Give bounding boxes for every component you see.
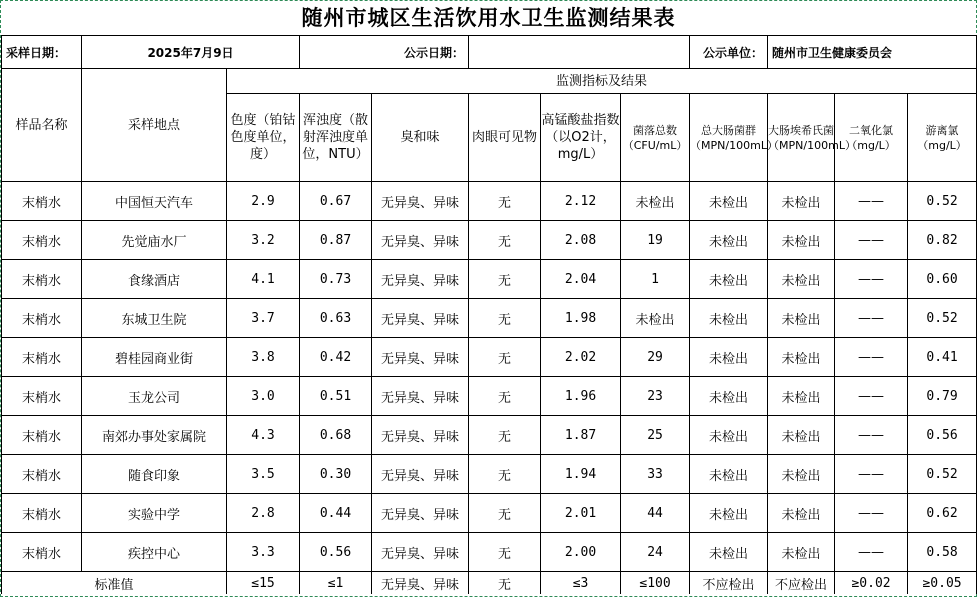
table-cell: 未检出	[690, 299, 768, 338]
table-row	[2, 455, 977, 494]
table-cell: 无异臭、异味	[372, 221, 469, 260]
table-cell: 1.96	[541, 377, 621, 416]
table-cell: 未检出	[690, 260, 768, 299]
table-cell: 3.2	[227, 221, 300, 260]
table-row	[2, 299, 977, 338]
table-cell: 疾控中心	[82, 533, 227, 572]
table-cell: 0.60	[908, 260, 977, 299]
table-cell: 0.68	[300, 416, 372, 455]
table-cell: 未检出	[768, 533, 835, 572]
table-row	[2, 338, 977, 377]
table-cell: 随食印象	[82, 455, 227, 494]
table-cell: 未检出	[768, 260, 835, 299]
header-group: 监测指标及结果	[227, 69, 977, 94]
table-cell: 0.56	[300, 533, 372, 572]
table-cell: 实验中学	[82, 494, 227, 533]
table-cell: 无异臭、异味	[372, 377, 469, 416]
table-cell: 无	[469, 377, 541, 416]
standard-cell: ≥0.05	[908, 572, 977, 595]
table-cell: 未检出	[690, 338, 768, 377]
table-cell: 3.5	[227, 455, 300, 494]
table-cell: 44	[621, 494, 690, 533]
table-cell: 未检出	[768, 338, 835, 377]
table-cell: 1.87	[541, 416, 621, 455]
table-cell: 19	[621, 221, 690, 260]
table-cell: 未检出	[621, 299, 690, 338]
standard-label: 标准值	[2, 572, 227, 595]
table-row	[2, 533, 977, 572]
table-cell: 无异臭、异味	[372, 338, 469, 377]
table-cell: 未检出	[768, 377, 835, 416]
table-cell: 无异臭、异味	[372, 416, 469, 455]
table-cell: 3.3	[227, 533, 300, 572]
table-cell: 食缘酒店	[82, 260, 227, 299]
header-col-chroma: 色度（铂钴色度单位，度）	[227, 94, 300, 182]
table-cell: 0.56	[908, 416, 977, 455]
header-col-permanganate: 高锰酸盐指数（以O2计，mg/L）	[541, 94, 621, 182]
table-cell: ——	[835, 182, 908, 221]
table-cell: ——	[835, 299, 908, 338]
table-cell: 0.52	[908, 455, 977, 494]
table-row	[2, 221, 977, 260]
table-cell: 未检出	[768, 299, 835, 338]
standard-cell: ≥0.02	[835, 572, 908, 595]
table-cell: 未检出	[690, 182, 768, 221]
table-cell: 末梢水	[2, 494, 82, 533]
table-cell: 无	[469, 455, 541, 494]
table-cell: 碧桂园商业街	[82, 338, 227, 377]
header-col-odor: 臭和味	[372, 94, 469, 182]
table-cell: 3.0	[227, 377, 300, 416]
table-cell: 无	[469, 182, 541, 221]
table-cell: ——	[835, 416, 908, 455]
table-cell: 无	[469, 533, 541, 572]
standard-cell: 无异臭、异味	[372, 572, 469, 595]
standard-cell: ≤15	[227, 572, 300, 595]
table-cell: 中国恒天汽车	[82, 182, 227, 221]
publish-unit-value: 随州市卫生健康委员会	[768, 36, 977, 69]
table-cell: 2.02	[541, 338, 621, 377]
data-rows	[2, 182, 977, 572]
table-cell: 0.52	[908, 182, 977, 221]
standard-cell: 无	[469, 572, 541, 595]
table-cell: 东城卫生院	[82, 299, 227, 338]
table-cell: 25	[621, 416, 690, 455]
header-location: 采样地点	[82, 69, 227, 182]
table-cell: 2.08	[541, 221, 621, 260]
table-cell: 0.52	[908, 299, 977, 338]
table-cell: ——	[835, 338, 908, 377]
table-cell: ——	[835, 455, 908, 494]
table-cell: 0.58	[908, 533, 977, 572]
table-cell: 无异臭、异味	[372, 182, 469, 221]
table-cell: 2.01	[541, 494, 621, 533]
table-cell: 4.1	[227, 260, 300, 299]
table-row	[2, 260, 977, 299]
table-cell: 4.3	[227, 416, 300, 455]
table-cell: 末梢水	[2, 338, 82, 377]
table-cell: 1.98	[541, 299, 621, 338]
table-cell: 末梢水	[2, 260, 82, 299]
table-cell: 2.00	[541, 533, 621, 572]
table-cell: 0.63	[300, 299, 372, 338]
sample-date-label: 采样日期：	[2, 36, 82, 69]
table-cell: 0.87	[300, 221, 372, 260]
table-cell: 末梢水	[2, 299, 82, 338]
table-cell: ——	[835, 377, 908, 416]
table-row	[2, 416, 977, 455]
table-cell: 无	[469, 260, 541, 299]
table-cell: ——	[835, 494, 908, 533]
publish-date-label: 公示日期：	[300, 36, 469, 69]
standard-cell: ≤1	[300, 572, 372, 595]
table-cell: 未检出	[768, 182, 835, 221]
standard-row	[2, 572, 977, 595]
table-cell: 无异臭、异味	[372, 533, 469, 572]
header-col-colony-count: 菌落总数（CFU/mL）	[621, 94, 690, 182]
table-cell: 33	[621, 455, 690, 494]
table-cell: 未检出	[690, 221, 768, 260]
table-cell: 2.8	[227, 494, 300, 533]
report-title: 随州市城区生活饮用水卫生监测结果表	[301, 5, 676, 30]
table-cell: 未检出	[768, 416, 835, 455]
table-cell: 无	[469, 221, 541, 260]
table-cell: 0.41	[908, 338, 977, 377]
table-row	[2, 494, 977, 533]
standard-cell: ≤100	[621, 572, 690, 595]
table-cell: 23	[621, 377, 690, 416]
table-row	[2, 377, 977, 416]
table-cell: 南郊办事处家属院	[82, 416, 227, 455]
header-sample-name: 样品名称	[2, 69, 82, 182]
sample-date-value: 2025年7月9日	[82, 36, 300, 69]
table-cell: 0.44	[300, 494, 372, 533]
standard-cell: 不应检出	[768, 572, 835, 595]
table-cell: 1	[621, 260, 690, 299]
table-cell: 未检出	[690, 377, 768, 416]
table-cell: 未检出	[621, 182, 690, 221]
table-cell: 0.42	[300, 338, 372, 377]
table-cell: 3.8	[227, 338, 300, 377]
table-cell: 无	[469, 299, 541, 338]
header-col-visible-matter: 肉眼可见物	[469, 94, 541, 182]
table-cell: ——	[835, 533, 908, 572]
table-cell: 末梢水	[2, 182, 82, 221]
header-col-turbidity: 浑浊度（散射浑浊度单位，NTU）	[300, 94, 372, 182]
table-cell: 未检出	[690, 455, 768, 494]
table-cell: 未检出	[768, 455, 835, 494]
table-cell: 末梢水	[2, 533, 82, 572]
standard-cell: ≤3	[541, 572, 621, 595]
table-cell: 末梢水	[2, 455, 82, 494]
table-cell: 玉龙公司	[82, 377, 227, 416]
header-col-e-coli: 大肠埃希氏菌（MPN/100mL）	[768, 94, 835, 182]
table-cell: 0.79	[908, 377, 977, 416]
table-cell: 0.73	[300, 260, 372, 299]
table-cell: 1.94	[541, 455, 621, 494]
publish-unit-label: 公示单位：	[690, 36, 768, 69]
table-cell: 未检出	[690, 533, 768, 572]
table-cell: 2.04	[541, 260, 621, 299]
table-cell: ——	[835, 221, 908, 260]
table-cell: 未检出	[768, 221, 835, 260]
table-cell: 3.7	[227, 299, 300, 338]
table-cell: 先觉庙水厂	[82, 221, 227, 260]
header-group-row	[2, 69, 977, 94]
table-cell: 末梢水	[2, 221, 82, 260]
table-cell: 无异臭、异味	[372, 494, 469, 533]
table-cell: 0.82	[908, 221, 977, 260]
table-cell: 无异臭、异味	[372, 299, 469, 338]
standard-cell: 不应检出	[690, 572, 768, 595]
table-cell: 无异臭、异味	[372, 260, 469, 299]
table-cell: 2.12	[541, 182, 621, 221]
table-cell: ——	[835, 260, 908, 299]
table-cell: 0.30	[300, 455, 372, 494]
table-row	[2, 182, 977, 221]
table-cell: 未检出	[768, 494, 835, 533]
table-cell: 0.51	[300, 377, 372, 416]
table-cell: 无异臭、异味	[372, 455, 469, 494]
table-cell: 末梢水	[2, 377, 82, 416]
table-cell: 无	[469, 338, 541, 377]
table-cell: 0.62	[908, 494, 977, 533]
header-col-chlorine-dioxide: 二氧化氯（mg/L）	[835, 94, 908, 182]
table-cell: 未检出	[690, 494, 768, 533]
info-row	[2, 36, 977, 69]
header-col-total-coliform: 总大肠菌群（MPN/100mL）	[690, 94, 768, 182]
table-cell: 无	[469, 494, 541, 533]
table-cell: 2.9	[227, 182, 300, 221]
table-cell: 无	[469, 416, 541, 455]
table-cell: 末梢水	[2, 416, 82, 455]
results-table	[1, 35, 977, 594]
publish-date-value	[469, 36, 690, 69]
header-col-free-chlorine: 游离氯（mg/L）	[908, 94, 977, 182]
table-cell: 24	[621, 533, 690, 572]
table-cell: 0.67	[300, 182, 372, 221]
table-cell: 29	[621, 338, 690, 377]
table-cell: 未检出	[690, 416, 768, 455]
